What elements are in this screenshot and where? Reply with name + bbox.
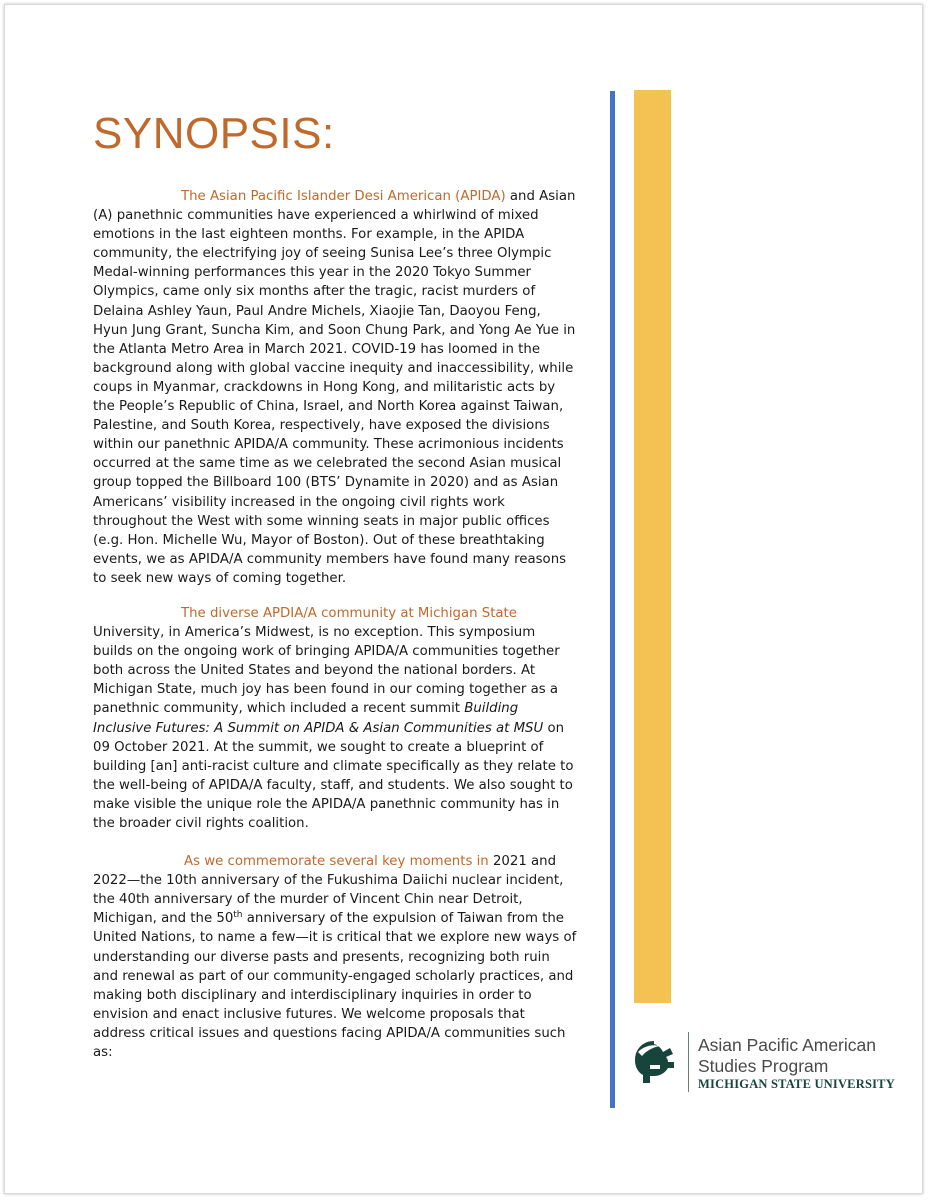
paragraph-2: [93, 604, 578, 833]
program-name-line1: Asian Pacific American: [698, 1035, 876, 1055]
paragraph-3-lead: As we commemorate several key moments in: [184, 854, 489, 870]
paragraph-2-text-b: on 09 October 2021. At the summit, we sought to create a blueprint of building [an] anti-racist culture and climate specifically as they relate to the well-being of APIDA/A faculty, staff, and students. We also sought to make visible the unique role the APIDA/A panethnic community has in the broader civil rights coalition.: [93, 720, 574, 831]
paragraph-3-text-a: 2021 and 2022—the 10th anniversary of the Fukushima Daiichi nuclear incident, the 40th anniversary of the murder of Vincent Chin near Detroit, Michigan, and the 50: [93, 854, 564, 927]
synopsis-body: [93, 187, 578, 1062]
apasp-msu-logo: [630, 1030, 900, 1092]
paragraph-1-text: and Asian (A) panethnic communities have experienced a whirlwind of mixed emotions in the last eighteen months. For example, in the APIDA community, the electrifying joy of seeing Sunisa Lee’s three Olympic Medal-winning performances this year in the 2020 Tokyo Summer Olympics, came only six months after the tragic, racist murders of Delaina Ashley Yaun, Paul Andre Michels, Xiaojie Tan, Daoyou Feng, Hyun Jung Grant, Suncha Kim, and Soon Chung Park, and Yong Ae Yue in the Atlanta Metro Area in March 2021. COVID-19 has loomed in the background along with global vaccine inequity and inaccessibility, while coups in Myanmar, crackdowns in Hong Kong, and militaristic acts by the People’s Republic of China, Israel, and North Korea against Taiwan, Palestine, and South Korea, respectively, have exposed the divisions within our panethnic APIDA/A community. These acrimonious incidents occurred at the same time as we celebrated the second Asian musical group topped the Billboard 100 (BTS’ Dynamite in 2020) and as Asian Americans’ visibility increased in the ongoing civil rights work throughout the West with some winning seats in major public offices (e.g. Hon. Michelle Wu, Mayor of Boston). Out of these breathtaking events, we as APIDA/A community members have found many reasons to seek new ways of coming together.: [93, 189, 576, 586]
summit-title: Building Inclusive Futures: A Summit on APIDA & Asian Communities at MSU: [93, 701, 544, 736]
paragraph-2-lead: The diverse APDIA/A community at Michigan State: [181, 605, 517, 621]
spartan-helmet-icon: [630, 1038, 678, 1086]
logo-divider: [688, 1032, 689, 1092]
gold-accent-stripe: [634, 90, 671, 1003]
program-name-line2: Studies Program: [698, 1056, 829, 1076]
ordinal-superscript: th: [233, 910, 243, 921]
paragraph-1: [93, 187, 578, 588]
university-name: MICHIGAN STATE UNIVERSITY: [698, 1077, 895, 1091]
blue-accent-stripe: [610, 91, 615, 1108]
paragraph-1-lead: The Asian Pacific Islander Desi American (APIDA): [181, 189, 506, 204]
page-title: SYNOPSIS:: [93, 109, 335, 158]
paragraph-2-text-a: University, in America’s Midwest, is no exception. This symposium builds on the ongoing work of bringing APIDA/A communities together both across the United States and beyond the national borders. At Michigan State, much joy has been found in our coming together as a panethnic community, which included a recent summit: [93, 625, 560, 717]
paragraph-3-text-b: anniversary of the expulsion of Taiwan from the United Nations, to name a few—it is critical that we explore new ways of understanding our diverse pasts and presents, recognizing both ruin and renewal as part of our community-engaged scholarly practices, and making both disciplinary and interdisciplinary inquiries in order to envision and enact inclusive futures. We welcome proposals that address critical issues and questions facing APIDA/A communities such as:: [93, 911, 577, 1061]
paragraph-3: [93, 852, 578, 1062]
